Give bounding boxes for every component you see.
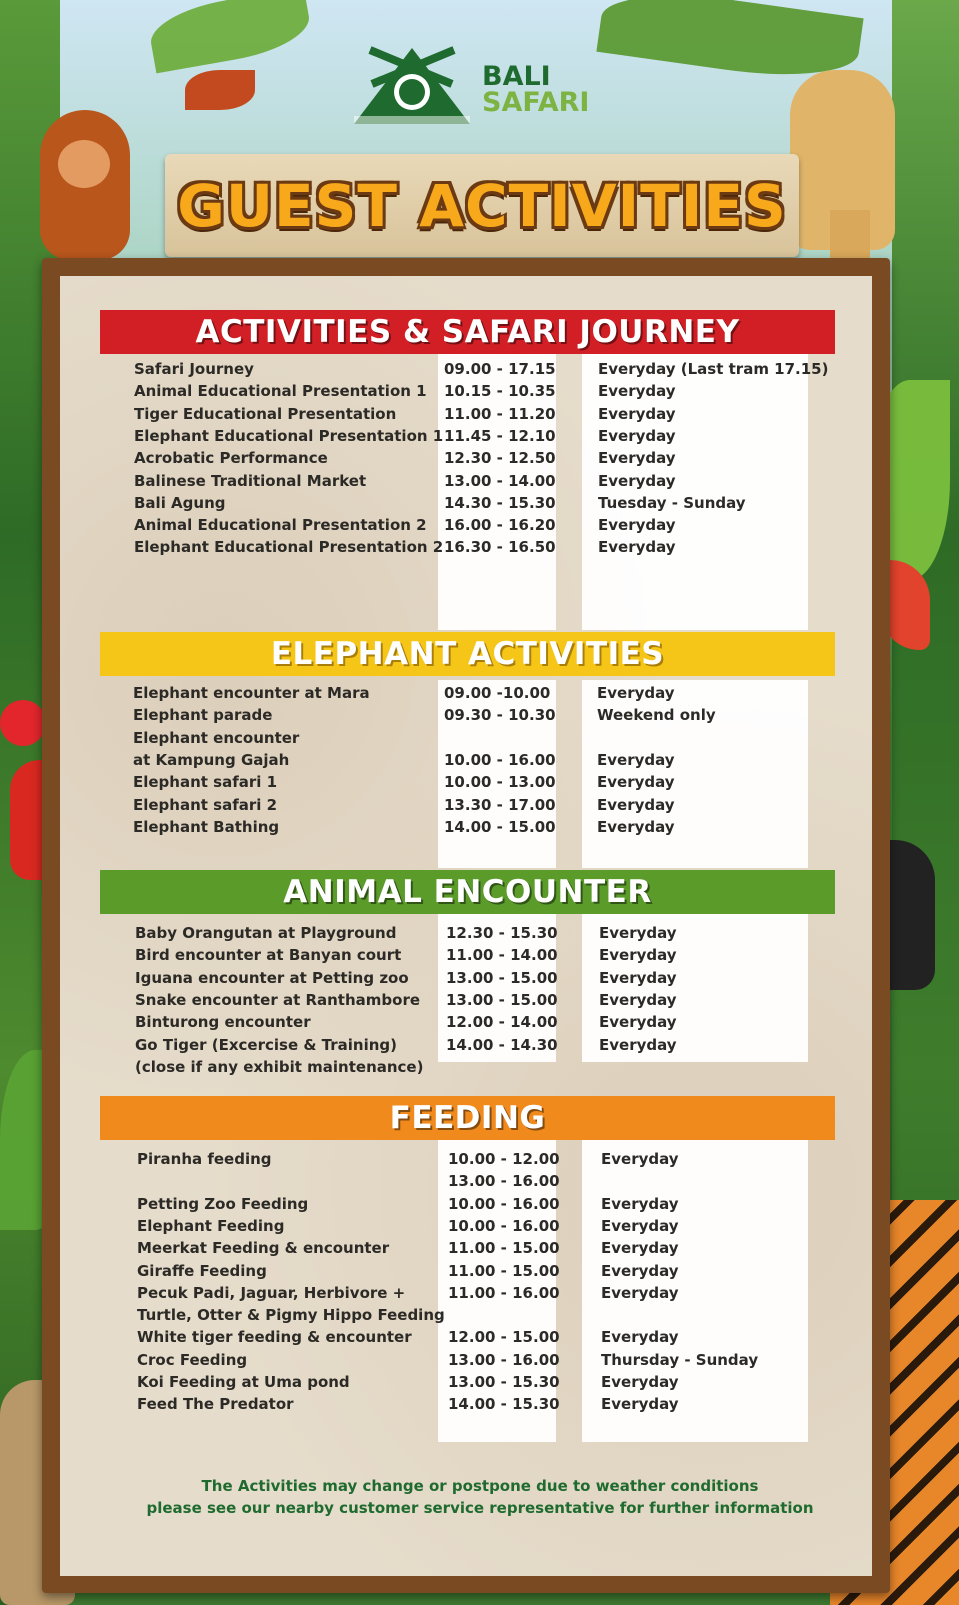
activity-name: Elephant safari 2 xyxy=(133,795,278,814)
activity-time: 12.00 - 14.00 xyxy=(446,1013,558,1032)
activity-name: Elephant Educational Presentation 1 xyxy=(134,426,444,445)
table-row xyxy=(0,516,959,538)
bali-safari-logo xyxy=(352,44,612,128)
activity-days: Tuesday - Sunday xyxy=(598,493,746,512)
bird-of-paradise-icon xyxy=(185,70,255,110)
activity-days: Everyday xyxy=(599,1035,677,1054)
activity-days: Everyday xyxy=(598,538,676,557)
activity-days: Everyday xyxy=(597,750,675,769)
leaf-icon xyxy=(146,0,314,73)
title-sign xyxy=(165,154,799,257)
activity-days: Everyday xyxy=(599,946,677,965)
activity-days: Everyday xyxy=(601,1261,679,1280)
activity-time: 11.45 - 12.10 xyxy=(444,426,556,445)
activity-name: Croc Feeding xyxy=(137,1350,248,1369)
activity-days: Everyday xyxy=(599,968,677,987)
activity-days: Thursday - Sunday xyxy=(601,1350,759,1369)
table-row xyxy=(0,751,959,773)
activity-name: Elephant encounter at Mara xyxy=(133,684,370,702)
activity-name: Bali Agung xyxy=(134,493,226,512)
footer-notice xyxy=(100,1475,860,1519)
activity-days: Everyday xyxy=(597,773,675,792)
activity-name: Tiger Educational Presentation xyxy=(134,404,397,423)
activity-time: 12.30 - 15.30 xyxy=(446,924,558,942)
activity-time: 11.00 - 11.20 xyxy=(444,404,556,423)
activity-days: Everyday xyxy=(598,426,676,445)
activity-time: 14.30 - 15.30 xyxy=(444,493,556,512)
activity-time: 13.00 - 15.30 xyxy=(448,1373,560,1391)
activity-name: at Kampung Gajah xyxy=(133,750,290,769)
activity-name: (close if any exhibit maintenance) xyxy=(135,1057,424,1076)
table-row xyxy=(0,405,959,427)
activity-time: 09.30 - 10.30 xyxy=(444,706,556,725)
activity-time: 13.30 - 17.00 xyxy=(444,795,556,814)
activity-days: Everyday xyxy=(598,471,676,490)
activity-days: Everyday xyxy=(599,1013,677,1032)
activity-name: Bird encounter at Banyan court xyxy=(135,946,402,965)
activity-days: Everyday xyxy=(601,1373,679,1391)
activity-name: Snake encounter at Ranthambore xyxy=(135,990,421,1009)
activity-name: Feed The Predator xyxy=(137,1395,294,1414)
activity-days: Everyday xyxy=(601,1150,679,1168)
table-row xyxy=(0,729,959,751)
table-row xyxy=(0,538,959,560)
activity-days: Everyday xyxy=(597,795,675,814)
activity-name: Animal Educational Presentation 1 xyxy=(134,382,427,401)
activity-time: 09.00 - 17.15 xyxy=(444,360,556,378)
table-row xyxy=(0,969,959,991)
activity-time: 10.00 - 13.00 xyxy=(444,773,556,792)
table-row xyxy=(0,1217,959,1239)
table-row xyxy=(0,818,959,840)
section-heading-elephant-activities: ELEPHANT ACTIVITIES xyxy=(100,632,835,676)
activity-days: Everyday xyxy=(601,1328,679,1347)
table-row xyxy=(0,706,959,728)
activity-time: 13.00 - 14.00 xyxy=(444,471,556,490)
activity-name: Elephant Feeding xyxy=(137,1216,285,1235)
activity-name: Elephant safari 1 xyxy=(133,773,278,792)
table-row xyxy=(0,1262,959,1284)
logo-text-bali: BALI xyxy=(482,61,551,92)
table-row xyxy=(0,427,959,449)
activity-time: 10.00 - 16.00 xyxy=(444,750,556,769)
table-row xyxy=(0,1036,959,1058)
activity-name: Safari Journey xyxy=(134,360,254,378)
activity-time: 11.00 - 14.00 xyxy=(446,946,558,965)
activity-time: 14.00 - 15.30 xyxy=(448,1395,560,1414)
table-row xyxy=(0,1306,959,1328)
activity-time: 09.00 -10.00 xyxy=(444,684,551,702)
table-row xyxy=(0,1150,959,1172)
activity-time: 16.30 - 16.50 xyxy=(444,538,556,557)
activity-name: Elephant parade xyxy=(133,706,273,725)
activity-name: Meerkat Feeding & encounter xyxy=(137,1239,390,1258)
activity-time: 12.00 - 15.00 xyxy=(448,1328,560,1347)
activity-name: Elephant encounter xyxy=(133,728,300,747)
page-title: GUEST ACTIVITIES xyxy=(177,171,787,240)
table-row xyxy=(0,472,959,494)
activity-name: Elephant Bathing xyxy=(133,817,280,836)
activity-name: Binturong encounter xyxy=(135,1013,311,1032)
activity-name: Balinese Traditional Market xyxy=(134,471,367,490)
activity-time: 10.00 - 16.00 xyxy=(448,1194,560,1213)
footer-line-1: The Activities may change or postpone due to weather conditions xyxy=(201,1477,759,1495)
activity-days: Everyday xyxy=(601,1283,679,1302)
activity-time: 10.00 - 12.00 xyxy=(448,1150,560,1168)
activity-time: 11.00 - 16.00 xyxy=(448,1283,560,1302)
orangutan-face-icon xyxy=(58,140,110,188)
activity-time: 14.00 - 15.00 xyxy=(444,817,556,836)
activity-days: Everyday xyxy=(599,990,677,1009)
table-row xyxy=(0,1395,959,1417)
activity-days: Everyday xyxy=(601,1239,679,1258)
activity-time: 10.15 - 10.35 xyxy=(444,382,556,401)
safari-hat-logo-icon xyxy=(352,44,472,128)
activity-time: 14.00 - 14.30 xyxy=(446,1035,558,1054)
table-row xyxy=(0,1351,959,1373)
table-row xyxy=(0,946,959,968)
section-heading-animal-encounter: ANIMAL ENCOUNTER xyxy=(100,870,835,914)
activity-days: Everyday xyxy=(599,924,677,942)
table-row xyxy=(0,924,959,946)
table-row xyxy=(0,494,959,516)
activity-name: Go Tiger (Excercise & Training) xyxy=(135,1035,397,1054)
activity-name: Animal Educational Presentation 2 xyxy=(134,516,427,535)
table-row xyxy=(0,1195,959,1217)
footer-line-2: please see our nearby customer service representative for further information xyxy=(146,1499,814,1517)
table-row xyxy=(0,1172,959,1194)
activity-name: Piranha feeding xyxy=(137,1150,272,1168)
activity-name: Acrobatic Performance xyxy=(134,449,328,468)
activity-name: Elephant Educational Presentation 2 xyxy=(134,538,444,557)
activity-days: Weekend only xyxy=(597,706,716,725)
activity-days: Everyday xyxy=(601,1395,679,1414)
table-row xyxy=(0,1373,959,1395)
activity-name: Koi Feeding at Uma pond xyxy=(137,1373,350,1391)
activity-time: 13.00 - 15.00 xyxy=(446,968,558,987)
activity-days: Everyday xyxy=(601,1194,679,1213)
activity-time: 11.00 - 15.00 xyxy=(448,1261,560,1280)
table-row xyxy=(0,991,959,1013)
table-row xyxy=(0,1239,959,1261)
activity-days: Everyday (Last tram 17.15) xyxy=(598,360,829,378)
activity-name: Turtle, Otter & Pigmy Hippo Feeding xyxy=(137,1306,445,1325)
section-heading-feeding: FEEDING xyxy=(100,1096,835,1140)
table-row xyxy=(0,382,959,404)
table-row xyxy=(0,1284,959,1306)
activity-name: Giraffe Feeding xyxy=(137,1261,267,1280)
activity-time: 12.30 - 12.50 xyxy=(444,449,556,468)
activity-time: 11.00 - 15.00 xyxy=(448,1239,560,1258)
table-row xyxy=(0,449,959,471)
activity-time: 16.00 - 16.20 xyxy=(444,516,556,535)
logo-text-safari: SAFARI xyxy=(482,87,590,118)
activity-name: Pecuk Padi, Jaguar, Herbivore + xyxy=(137,1283,406,1302)
activity-name: Baby Orangutan at Playground xyxy=(135,924,397,942)
activity-days: Everyday xyxy=(597,684,675,702)
section-heading-activities-safari-journey: ACTIVITIES & SAFARI JOURNEY xyxy=(100,310,835,354)
activity-name: White tiger feeding & encounter xyxy=(137,1328,412,1347)
activity-days: Everyday xyxy=(598,449,676,468)
table-row xyxy=(0,360,959,382)
activity-time: 13.00 - 16.00 xyxy=(448,1350,560,1369)
activity-days: Everyday xyxy=(598,404,676,423)
activity-name: Petting Zoo Feeding xyxy=(137,1194,309,1213)
activity-time: 13.00 - 15.00 xyxy=(446,990,558,1009)
activity-days: Everyday xyxy=(601,1216,679,1235)
activity-days: Everyday xyxy=(598,382,676,401)
activity-name: Iguana encounter at Petting zoo xyxy=(135,968,409,987)
activity-days: Everyday xyxy=(597,817,675,836)
table-row xyxy=(0,684,959,706)
table-row xyxy=(0,773,959,795)
table-row xyxy=(0,796,959,818)
table-row xyxy=(0,1013,959,1035)
table-row xyxy=(0,1058,959,1080)
table-row xyxy=(0,1328,959,1350)
activity-time: 10.00 - 16.00 xyxy=(448,1216,560,1235)
activity-time: 13.00 - 16.00 xyxy=(448,1172,560,1191)
activity-days: Everyday xyxy=(598,516,676,535)
